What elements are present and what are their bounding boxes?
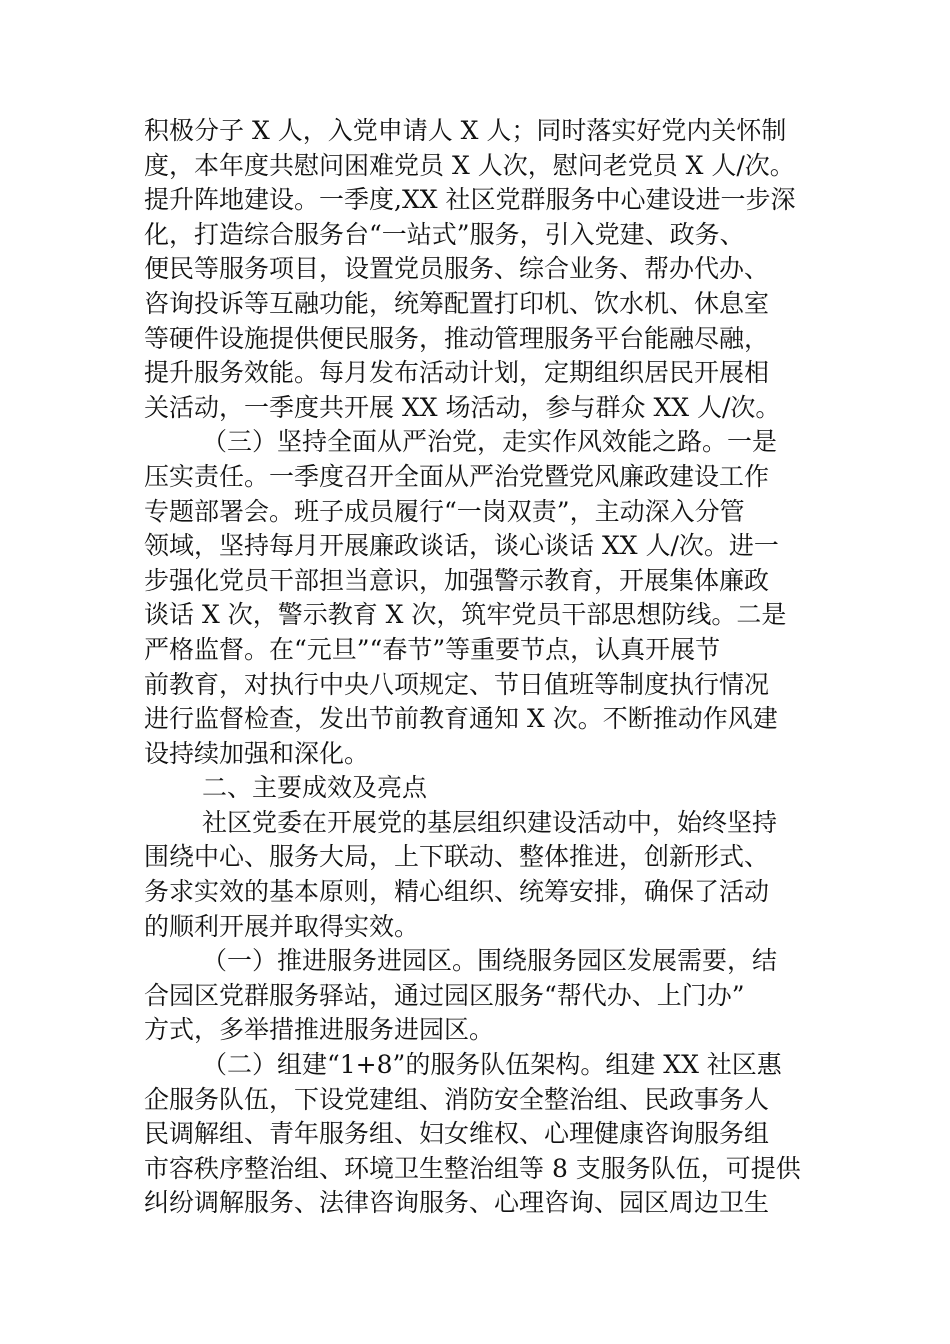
section-heading: 二、主要成效及亮点 [202, 773, 428, 803]
text-line: 设持续加强和深化。 [144, 738, 370, 768]
text-line: 民调解组、青年服务组、妇女维权、心理健康咨询服务组 [144, 1119, 770, 1149]
text-line: 合园区党群服务驿站，通过园区服务“帮代办、上门办” [144, 980, 745, 1010]
text-line: 企服务队伍，下设党建组、消防安全整治组、民政事务人 [144, 1084, 770, 1114]
text-line: 的顺利开展并取得实效。 [144, 911, 420, 941]
paragraph-start-line: （三）坚持全面从严治党，走实作风效能之路。一是 [202, 427, 778, 457]
paragraph-start-line: （一）推进服务进园区。围绕服务园区发展需要，结 [202, 946, 778, 976]
text-line: 提升服务效能。每月发布活动计划，定期组织居民开展相 [144, 358, 770, 388]
text-line: 积极分子 X 人，入党申请人 X 人；同时落实好党内关怀制 [144, 116, 787, 145]
text-line: 压实责任。一季度召开全面从严治党暨党风廉政建设工作 [144, 461, 770, 491]
text-line: 等硬件设施提供便民服务，推动管理服务平台能融尽融， [144, 323, 770, 353]
text-line: 专题部署会。班子成员履行“一岗双责”，主动深入分管 [144, 496, 745, 526]
text-line: 市容秩序整治组、环境卫生整治组等 8 支服务队伍，可提供 [144, 1153, 801, 1183]
document-body [144, 114, 809, 1221]
text-line: 前教育，对执行中央八项规定、节日值班等制度执行情况 [144, 669, 770, 699]
text-line: 进行监督检查，发出节前教育通知 X 次。不断推动作风建 [144, 704, 778, 734]
text-line: 纠纷调解服务、法律咨询服务、心理咨询、园区周边卫生 [144, 1188, 770, 1218]
text-line: 步强化党员干部担当意识，加强警示教育，开展集体廉政 [144, 565, 770, 595]
text-line: 咨询投诉等互融功能，统筹配置打印机、饮水机、休息室 [144, 288, 770, 318]
paragraph-start-line: 社区党委在开展党的基层组织建设活动中，始终坚持 [202, 807, 778, 837]
text-line: 务求实效的基本原则，精心组织、统筹安排，确保了活动 [144, 877, 770, 907]
text-line: 谈话 X 次，警示教育 X 次，筑牢党员干部思想防线。二是 [144, 600, 787, 630]
text-line: 提升阵地建设。一季度,XX 社区党群服务中心建设进一步深 [144, 185, 796, 215]
text-line: 度，本年度共慰问困难党员 X 人次，慰问老党员 X 人/次。 [144, 150, 795, 180]
text-line: 围绕中心、服务大局，上下联动、整体推进，创新形式、 [144, 842, 770, 872]
text-line: 严格监督。在“元旦”“春节”等重要节点，认真开展节 [144, 634, 721, 664]
text-line: 化，打造综合服务台“一站式”服务，引入党建、政务、 [144, 219, 745, 249]
paragraph-start-line: （二）组建“1+8”的服务队伍架构。组建 XX 社区惠 [202, 1050, 782, 1080]
text-line: 便民等服务项目，设置党员服务、综合业务、帮办代办、 [144, 254, 770, 284]
text-line: 关活动，一季度共开展 XX 场活动，参与群众 XX 人/次。 [144, 392, 781, 422]
text-line: 领域，坚持每月开展廉政谈话，谈心谈话 XX 人/次。进一 [144, 531, 779, 561]
text-line: 方式，多举措推进服务进园区。 [144, 1015, 495, 1045]
